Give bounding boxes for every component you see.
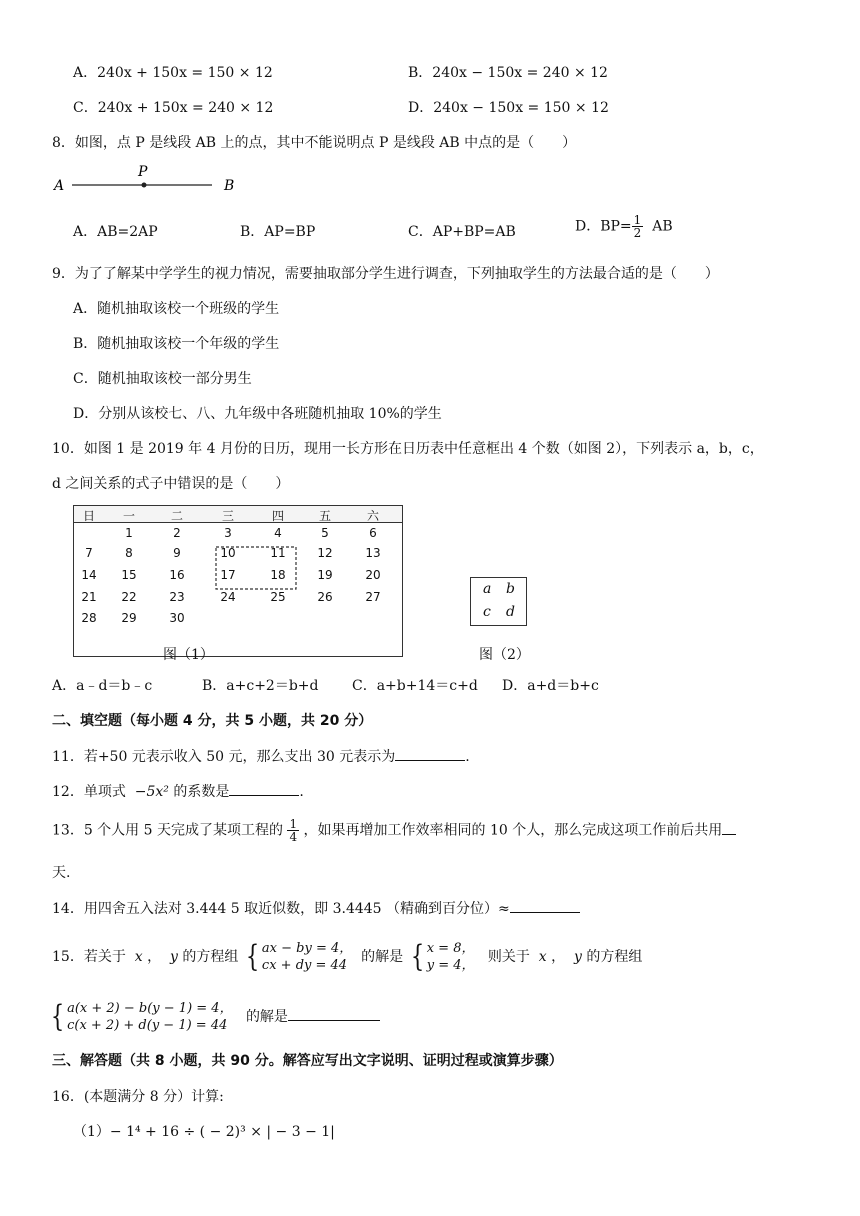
q16-stem: 16．(本题满分 8 分）计算: (52, 1089, 224, 1105)
calendar-day: 24 (220, 590, 236, 604)
calendar-day: 16 (169, 568, 185, 582)
calendar-table (73, 505, 403, 657)
point-b-label: B (224, 178, 235, 194)
weekday-thu: 四 (271, 509, 284, 523)
calendar-day: 15 (121, 568, 137, 582)
q7-option-c: C．240x + 150x = 240 × 12 (73, 100, 274, 116)
calendar-day: 14 (81, 568, 97, 582)
q14: 14．用四舍五入法对 3.444 5 取近似数，即 3.4445 （精确到百分位）≈ (52, 898, 580, 918)
box-c: c (483, 604, 491, 620)
segment-ab-figure (52, 164, 242, 194)
q10-stem-line1: 10．如图 1 是 2019 年 4 月份的日历，现用一长方形在日历表中任意框出 4 个数（如图 2），下列表示 a，b，c， (52, 441, 764, 457)
calendar-day: 25 (270, 590, 286, 604)
box-d: d (506, 604, 515, 620)
calendar-day: 26 (317, 590, 333, 604)
q12-answer-blank (229, 781, 299, 796)
calendar-day: 9 (173, 546, 181, 560)
box-b: b (506, 581, 515, 597)
q13-answer-blank (722, 820, 736, 835)
box-a: a (483, 581, 492, 597)
calendar-day: 11 (270, 546, 286, 560)
fraction-one-half: $\frac{1}{2}$ (633, 213, 642, 240)
section-2-heading: 二、填空题（每小题 4 分，共 5 小题，共 20 分） (52, 713, 373, 729)
figure-2-box (470, 577, 527, 626)
figure-1-caption: 图（1） (163, 647, 214, 663)
q13-line1: 13．5 个人用 5 天完成了某项工程的 $\frac{1}{4}$ ，如果再增加工作效率相同的 10 个人，那么完成这项工作前后共用 (52, 818, 736, 843)
q10-stem-line2: d 之间关系的式子中错误的是（ ） (52, 476, 290, 492)
calendar-day: 5 (321, 526, 329, 540)
weekday-sat: 六 (366, 509, 379, 523)
calendar-day: 30 (169, 611, 185, 625)
system-2: { a(x + 2) − b(y − 1) = 4， c(x + 2) + d(y − 1) = 44 (50, 999, 233, 1034)
q11-answer-blank (395, 746, 465, 761)
q12: 12．单项式 −5x² 的系数是 . (52, 781, 304, 801)
q7-option-b: B．240x − 150x = 240 × 12 (408, 65, 608, 81)
calendar-day: 13 (365, 546, 381, 560)
calendar-day: 2 (173, 526, 181, 540)
weekday-wed: 三 (221, 509, 234, 523)
q15-answer-blank (288, 1006, 380, 1021)
q15-line2: { a(x + 2) − b(y − 1) = 4， c(x + 2) + d(y − 1) = 44 的解是 (48, 1000, 380, 1034)
q9-stem: 9．为了了解某中学学生的视力情况，需要抽取部分学生进行调查，下列抽取学生的方法最合适的是（ ） (52, 266, 719, 282)
system-1: { ax − by = 4， cx + dy = 44 (245, 939, 353, 974)
q7-option-a: A．240x + 150x = 150 × 12 (73, 65, 273, 81)
q9-option-d: D．分别从该校七、八、九年级中各班随机抽取 10%的学生 (73, 406, 442, 422)
q9-option-c: C．随机抽取该校一部分男生 (73, 371, 252, 387)
calendar-day: 19 (317, 568, 333, 582)
calendar-day: 3 (224, 526, 232, 540)
q10-option-a: A．a﹣d＝b﹣c (52, 678, 153, 694)
calendar-day: 28 (81, 611, 97, 625)
calendar-day: 20 (365, 568, 381, 582)
weekday-sun: 日 (82, 509, 95, 523)
q15-line1: 15．若关于 x ， y 的方程组 { ax − by = 4， cx + dy = 44 的解是 { x = 8， y = 4， 则关于 x ， y 的方程组 (52, 939, 643, 974)
calendar-day: 22 (121, 590, 137, 604)
q9-option-b: B．随机抽取该校一个年级的学生 (73, 336, 280, 352)
q11: 11．若+50 元表示收入 50 元，那么支出 30 元表示为 . (52, 746, 470, 766)
calendar-day: 10 (220, 546, 236, 560)
calendar-day: 18 (270, 568, 286, 582)
q14-answer-blank (510, 898, 580, 913)
calendar-day: 1 (125, 526, 133, 540)
calendar-day: 27 (365, 590, 381, 604)
q8-stem: 8．如图，点 P 是线段 AB 上的点，其中不能说明点 P 是线段 AB 中点的是（ ） (52, 135, 577, 151)
solution-1: { x = 8， y = 4， (410, 939, 475, 974)
q8-option-a: A．AB=2AP (73, 224, 158, 240)
calendar-day: 23 (169, 590, 185, 604)
calendar-day: 29 (121, 611, 137, 625)
dashed-selection-box (215, 546, 297, 590)
calendar-day: 17 (220, 568, 236, 582)
q9-option-a: A．随机抽取该校一个班级的学生 (73, 301, 280, 317)
q7-option-d: D．240x − 150x = 150 × 12 (408, 100, 609, 116)
fraction-one-quarter: $\frac{1}{4}$ (289, 817, 298, 844)
figure-2-caption: 图（2） (479, 647, 530, 663)
weekday-tue: 二 (170, 509, 183, 523)
calendar-day: 7 (85, 546, 93, 560)
q10-option-b: B．a+c+2＝b+d (202, 678, 319, 694)
calendar-day: 12 (317, 546, 333, 560)
q8-option-c: C．AP+BP=AB (408, 224, 516, 240)
q8-option-b: B．AP=BP (240, 224, 316, 240)
calendar-day: 4 (274, 526, 282, 540)
point-p-label: P (138, 164, 148, 180)
q13-line2: 天. (52, 865, 71, 881)
q12-expression: −5x² (134, 784, 169, 800)
q10-option-c: C．a+b+14＝c+d (352, 678, 478, 694)
calendar-day: 6 (369, 526, 377, 540)
q8-option-d: D．BP= $\frac{1}{2}$ AB (575, 213, 673, 240)
section-3-heading: 三、解答题（共 8 小题，共 90 分。解答应写出文字说明、证明过程或演算步骤） (52, 1053, 563, 1069)
weekday-fri: 五 (318, 509, 331, 523)
weekday-mon: 一 (122, 509, 135, 523)
q10-option-d: D．a+d＝b+c (502, 678, 599, 694)
q16-part-1: （1）− 1⁴ + 16 ÷ ( − 2)³ × | − 3 − 1| (73, 1124, 335, 1140)
calendar-day: 21 (81, 590, 97, 604)
calendar-day: 8 (125, 546, 133, 560)
point-a-label: A (54, 178, 65, 194)
